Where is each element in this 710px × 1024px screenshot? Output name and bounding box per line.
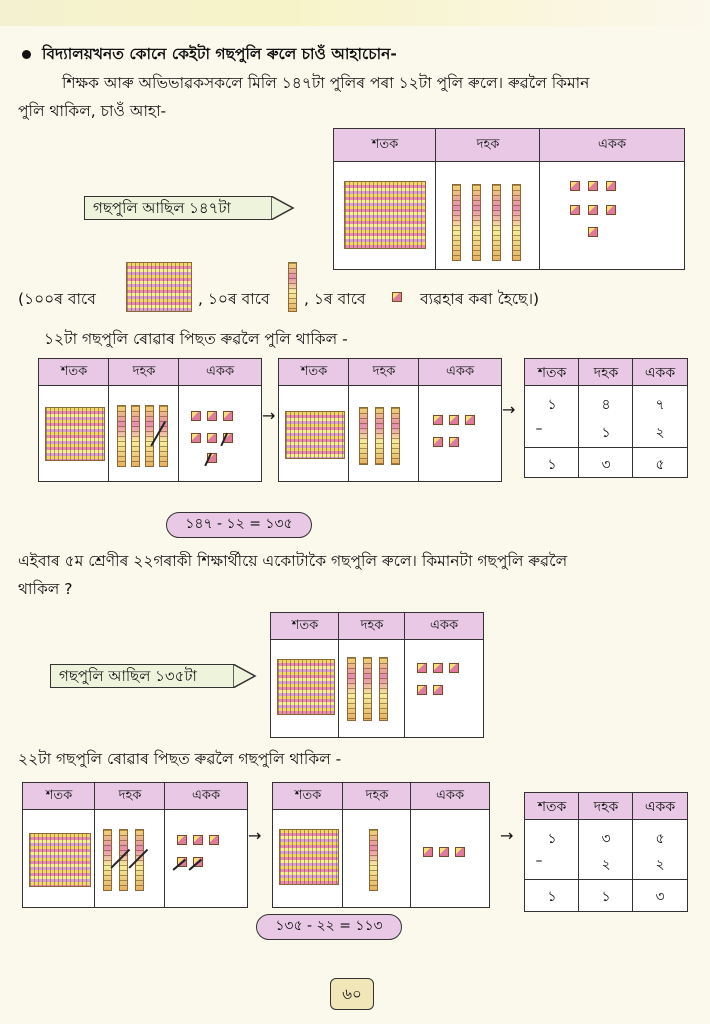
minus-sign: – xyxy=(535,853,543,869)
label-arrow-tip xyxy=(271,196,295,220)
hundred-flat xyxy=(277,659,335,715)
one-cube xyxy=(223,411,233,421)
one-cube xyxy=(207,411,217,421)
digit: ১ xyxy=(547,889,557,905)
legend-open: (১০০ৰ বাবে xyxy=(18,290,96,308)
one-cube xyxy=(588,227,598,237)
top-decoration xyxy=(0,0,710,26)
legend-hundred-flat xyxy=(126,262,192,312)
ten-rod xyxy=(492,184,501,261)
one-cube xyxy=(191,433,201,443)
after-12-text: ১২টা গছপুলি ৰোৱাৰ পিছত ৰুৱলৈ পুলি থাকিল - xyxy=(44,330,348,348)
after-22-text: ২২টা গছপুলি ৰোৱাৰ পিছত ৰুৱলৈ গছপুলি থাকিল - xyxy=(18,750,342,768)
digit: ২ xyxy=(655,857,665,873)
equation-2: ১৩৫ - ২২ = ১১৩ xyxy=(256,914,402,940)
place-value-chart-147 xyxy=(333,128,685,270)
hundred-flat xyxy=(285,411,345,459)
subtraction-table-2: শতক দহক একক ১ ৩ ৫ – ২ ২ ১ ১ ৩ xyxy=(524,792,688,912)
one-cube xyxy=(439,847,449,857)
bullet-icon xyxy=(22,50,31,59)
one-cube xyxy=(606,205,616,215)
arrow-icon: → xyxy=(262,406,276,425)
ten-rod xyxy=(391,407,400,465)
one-cube xyxy=(433,685,443,695)
one-cube xyxy=(433,663,443,673)
one-cube xyxy=(417,663,427,673)
ten-rod xyxy=(103,829,112,891)
digit: ৪ xyxy=(601,397,611,413)
digit: ৩ xyxy=(655,889,665,905)
one-cube xyxy=(423,847,433,857)
one-cube xyxy=(449,663,459,673)
one-cube xyxy=(433,415,443,425)
label-seedlings-135: গছপুলি আছিল ১৩৫টা xyxy=(50,664,256,688)
legend-close: ব্যৱহাৰ কৰা হৈছে।) xyxy=(420,290,540,308)
one-cube xyxy=(606,181,616,191)
digit: ১ xyxy=(547,457,557,473)
one-cube xyxy=(465,415,475,425)
digit: ২ xyxy=(655,425,665,441)
header-hundreds: শতক xyxy=(371,137,399,152)
place-value-chart-135: শতক দহক একক xyxy=(270,612,484,738)
digit: ১ xyxy=(601,889,611,905)
digit: ৫ xyxy=(655,457,665,473)
arrow-icon: → xyxy=(500,826,514,845)
one-cube xyxy=(588,181,598,191)
one-cube xyxy=(449,437,459,447)
subtraction-table-1: শতক দহক একক ১ ৪ ৭ – ১ ২ ১ ৩ ৫ xyxy=(524,358,688,478)
intro-line-2: পুলি থাকিল, চাওঁ আহা- xyxy=(18,102,167,120)
digit: ৩ xyxy=(601,457,611,473)
ten-rod xyxy=(359,407,368,465)
place-value-chart-after-removal-2: শতক দহক একক xyxy=(272,782,490,908)
one-cube xyxy=(455,847,465,857)
digit: ১ xyxy=(547,831,557,847)
ten-rod-crossed xyxy=(159,405,168,467)
arrow-icon: → xyxy=(248,826,262,845)
ten-rod xyxy=(452,184,461,261)
one-cube xyxy=(449,415,459,425)
one-cube xyxy=(570,205,580,215)
header-ones: একক xyxy=(597,137,627,152)
one-cube xyxy=(177,835,187,845)
ten-rod xyxy=(369,829,378,891)
label-seedlings-147: গছপুলি আছিল ১৪৭টা xyxy=(84,196,294,220)
place-value-chart-before-removal: শতক দহক একক xyxy=(38,358,262,482)
one-cube xyxy=(209,835,219,845)
minus-sign: – xyxy=(535,421,543,437)
hundred-flat xyxy=(344,181,426,249)
digit: ৭ xyxy=(655,397,665,413)
intro-line-1: শিক্ষক আৰু অভিভাৱকসকলে মিলি ১৪৭টা পুলিৰ পৰা ১২টা পুলি ৰুলে। ৰুৱলৈ কিমান xyxy=(62,74,590,92)
ten-rod xyxy=(472,184,481,261)
one-cube xyxy=(417,685,427,695)
ten-rod xyxy=(379,657,388,721)
ten-rod-crossed xyxy=(119,829,128,891)
legend-ones-text: , ১ৰ বাবে xyxy=(304,290,366,308)
ten-rod xyxy=(117,405,126,467)
one-cube xyxy=(193,835,203,845)
ten-rod xyxy=(375,407,384,465)
legend-tens-text: , ১০ৰ বাবে xyxy=(198,290,270,308)
heading: বিদ্যালয়খনত কোনে কেইটা গছপুলি ৰুলে চাওঁ আহাচোন- xyxy=(42,45,397,63)
hundred-flat xyxy=(45,407,105,461)
place-value-chart-before-removal-2: শতক দহক একক xyxy=(22,782,248,908)
digit: ৩ xyxy=(601,831,611,847)
label-arrow-tip xyxy=(233,664,257,688)
hundred-flat xyxy=(279,829,339,885)
class5-line-1: এইবাৰ ৫ম শ্ৰেণীৰ ২২গৰাকী শিক্ষাৰ্থীয়ে একোটাকৈ গছপুলি ৰুলে। কিমানটা গছপুলি ৰুৱলৈ xyxy=(18,552,568,570)
hundred-flat xyxy=(29,833,91,887)
legend-one-cube xyxy=(392,292,402,302)
class5-line-2: থাকিল ? xyxy=(18,580,73,598)
one-cube xyxy=(207,433,217,443)
one-cube xyxy=(433,437,443,447)
ten-rod xyxy=(145,405,154,467)
place-value-chart-after-removal: শতক দহক একক xyxy=(278,358,502,482)
ten-rod xyxy=(131,405,140,467)
one-cube xyxy=(570,181,580,191)
ten-rod xyxy=(347,657,356,721)
one-cube xyxy=(588,205,598,215)
ten-rod xyxy=(512,184,521,261)
digit: ৫ xyxy=(655,831,665,847)
legend-ten-rod xyxy=(288,262,297,312)
arrow-icon: → xyxy=(502,400,516,419)
page-number: ৬০ xyxy=(330,978,374,1010)
ten-rod xyxy=(363,657,372,721)
digit: ২ xyxy=(601,857,611,873)
equation-1: ১৪৭ - ১২ = ১৩৫ xyxy=(166,512,312,538)
digit: ১ xyxy=(601,425,611,441)
header-tens: দহক xyxy=(476,137,500,152)
digit: ১ xyxy=(547,397,557,413)
one-cube xyxy=(191,411,201,421)
